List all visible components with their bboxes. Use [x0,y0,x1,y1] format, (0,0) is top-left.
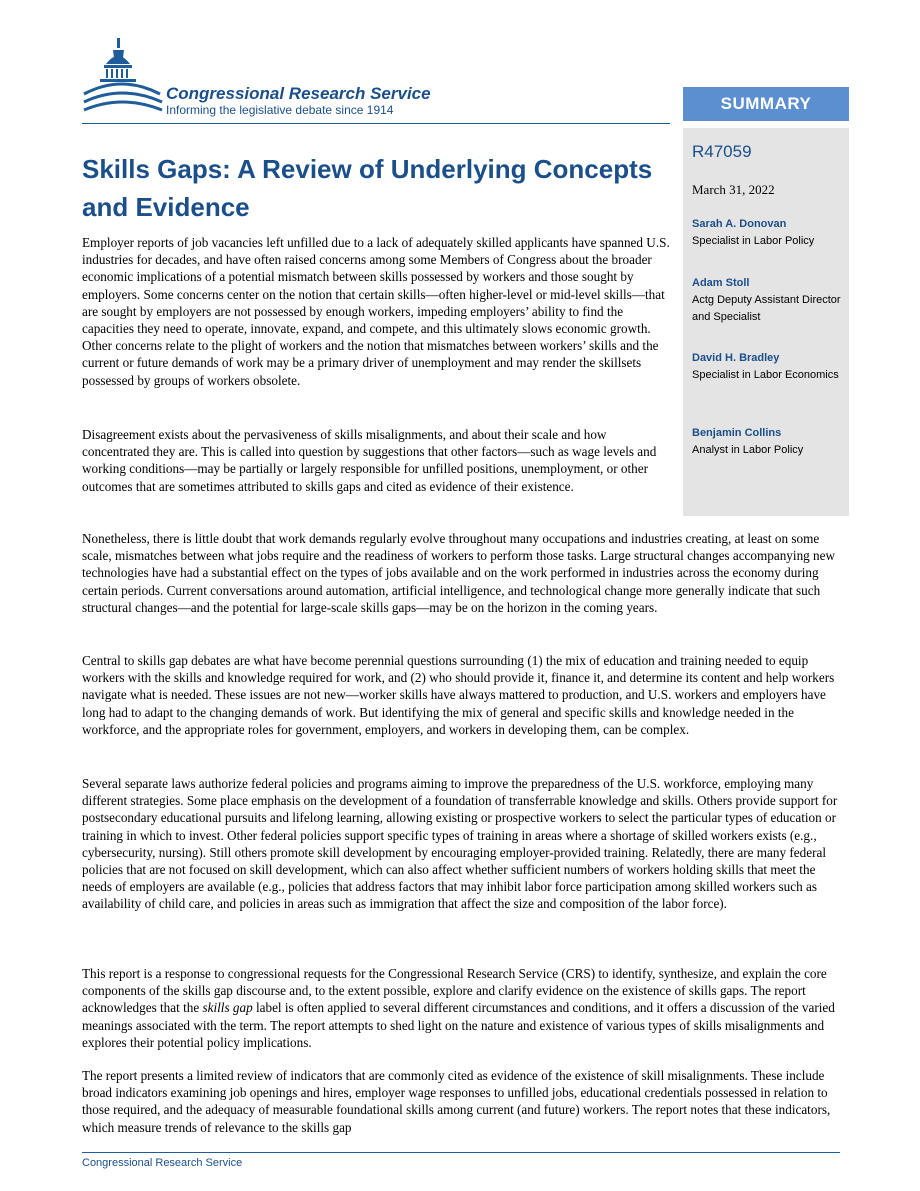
author-block [692,275,842,326]
emphasis-term: skills gap [202,1000,253,1016]
author-block [692,216,842,250]
author-title: Analyst in Labor Policy [692,444,804,456]
summary-paragraph: Disagreement exists about the pervasiveness of skills misalignments, and about their scale and how concentrated they are. This is called into question by suggestions that other factors—such as wage levels and working conditions—may be partially or largely responsible for unfilled positions, unemployment, or other outcomes that are sometimes attributed to skills gaps and cited as evidence of their existence. [82,427,657,494]
author-block [692,350,842,384]
summary-paragraph [82,965,842,1051]
author-name: Adam Stoll [692,277,750,289]
paragraph-text: label is often applied to several different circumstances and conditions, and it offers a discussion of the varied meanings associated with the term. The report attempts to shed light on the nature and existence of various types of skills misalignments and explores their potential policy implications. [82,1000,835,1050]
author-name: Sarah A. Donovan [692,218,787,230]
summary-paragraph: Employer reports of job vacancies left unfilled due to a lack of adequately skilled applicants have spanned U.S. industries for decades, and have often raised concerns among some Members of Congress about the broader economic implications of a potential mismatch between skills possessed by workers and those sought by employers. Some concerns center on the notion that certain skills—often higher-level or mid-level skills—that are sought by employers are not possessed by enough workers, impeding employers’ ability to find the capacities they need to operate, innovate, expand, and compete, and this ultimately slows economic growth. Other concerns relate to the plight of workers and the notion that mismatches between workers’ skills and the current or future demands of work may be a primary driver of unemployment and may render the skillsets possessed by groups of workers obsolete. [82,235,670,388]
sidebar-panel [683,128,849,516]
org-name: Congressional Research Service [166,84,431,103]
summary-paragraph: Central to skills gap debates are what have become perennial questions surrounding (1) the mix of education and training needed to equip workers with the skills and knowledge required for work, and (2) who should provide it, finance it, and determine its content and help workers navigate what is needed. These issues are not new—worker skills have always mattered to production, and U.S. workers and employers have long had to adapt to the changing demands of work. But identifying the mix of general and specific skills and knowledge needed in the workforce, and the appropriate roles for government, employers, and workers in developing them, can be complex. [82,653,835,737]
author-name: Benjamin Collins [692,427,782,439]
paragraph-text: This report is a response to congressional requests for the Congressional Research Service (CRS) to identify, synthesize, and explain the core components of the skills gap discourse and, to the extent possible, explore and clarify evidence on the existence of skills gaps. The report acknowledges that the [82,966,827,1016]
crs-logo [82,36,482,120]
summary-heading: SUMMARY [683,87,849,121]
report-title: Skills Gaps: A Review of Underlying Concepts and Evidence [82,154,653,222]
author-block [692,425,842,459]
summary-paragraph: Several separate laws authorize federal policies and programs aiming to improve the preparedness of the U.S. workforce, employing many different strategies. Some place emphasis on the development of a foundation of transferrable knowledge and skills. Others provide support for postsecondary educational pursuits and lifelong learning, allowing existing or prospective workers to select the particular types of education or training in which to invest. Other federal policies support specific types of training in areas where a shortage of skilled workers exists (e.g., cybersecurity, nursing). Still others promote skill development by encouraging employer-provided training. Relatedly, there are many federal policies that are not focused on skill development, which can also affect whether sufficient numbers of workers holding skills that meet the needs of employers are available (e.g., policies that address factors that may inhibit labor force participation among skilled workers such as availability of child care, and policies in areas such as immigration that affect the size and composition of the labor force). [82,776,838,912]
report-number: R47059 [692,142,752,161]
footer-label: Congressional Research Service [82,1157,243,1169]
footer-divider [82,1152,840,1153]
summary-paragraph: Nonetheless, there is little doubt that work demands regularly evolve throughout many occupations and industries creating, at least on some scale, mismatches between what jobs require and the readiness of workers to perform those tasks. Large structural changes accompanying new technologies have had a substantial effect on the types of jobs available and on the work performed in industries across the economy during certain periods. Current conversations around automation, artificial intelligence, and technological change more generally indicate that such structural changes—and the potential for large-scale skills gaps—may be on the horizon in the coming years. [82,531,836,615]
report-date: March 31, 2022 [692,182,775,197]
author-title: Specialist in Labor Policy [692,235,815,247]
author-name: David H. Bradley [692,352,780,364]
summary-paragraph: The report presents a limited review of indicators that are commonly cited as evidence of the existence of skill misalignments. These include broad indicators examining job openings and hires, employer wage responses to unfilled jobs, educational credentials possessed in relation to those required, and the adequacy of measurable foundational skills among current (and future) workers. The report notes that these indicators, which measure trends of relevance to the skills gap [82,1068,831,1135]
author-title: Actg Deputy Assistant Director and Specialist [692,294,841,323]
org-tagline: Informing the legislative debate since 1914 [166,103,394,117]
author-title: Specialist in Labor Economics [692,369,839,381]
header-divider [82,123,670,124]
capitol-dome-icon [82,36,164,120]
